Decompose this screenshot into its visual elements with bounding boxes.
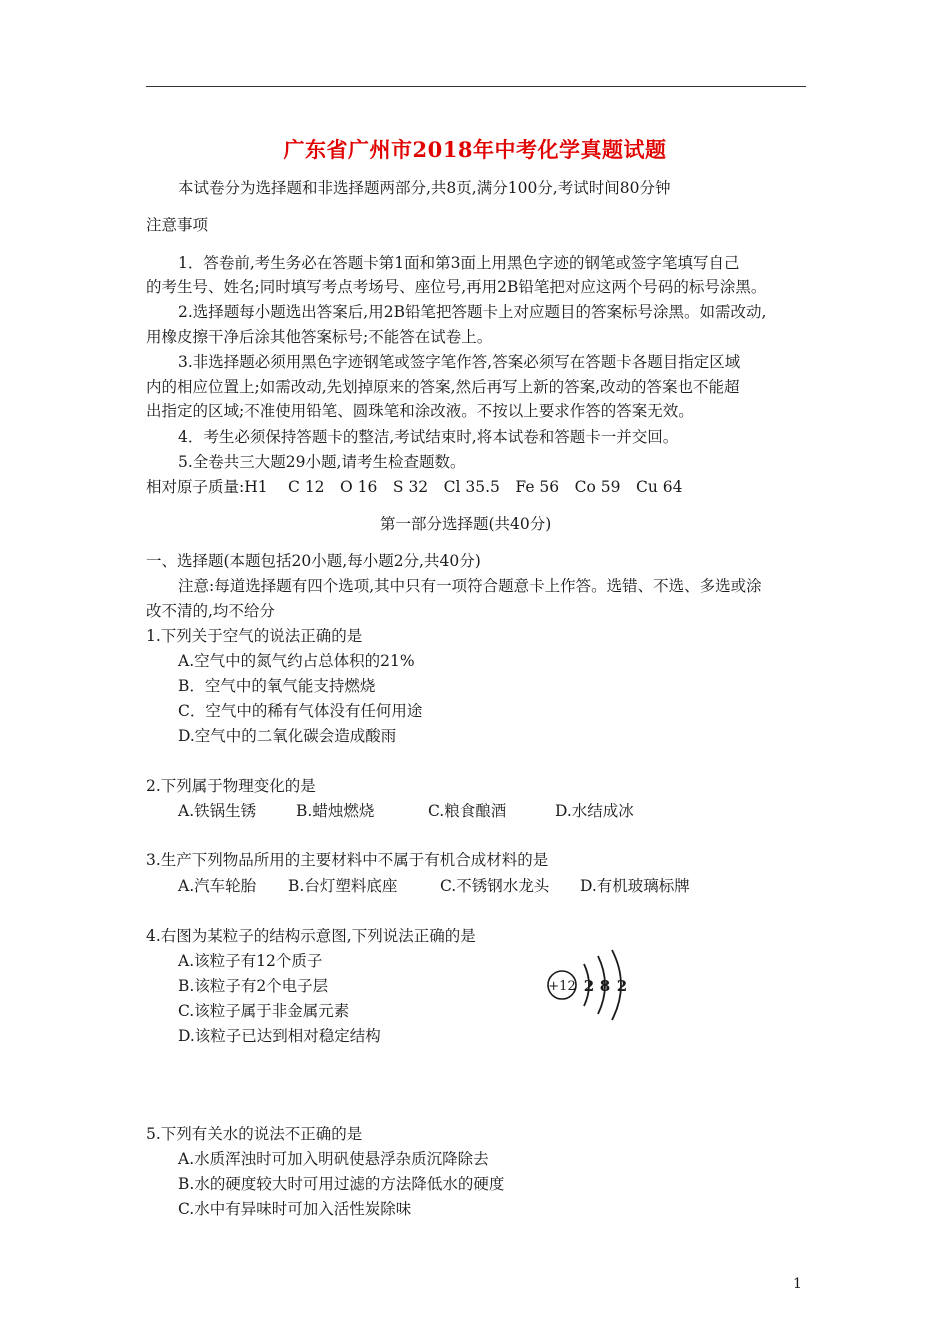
question-option: A.水质浑浊时可加入明矾使悬浮杂质沉降除去 (178, 1150, 489, 1168)
question-option: A.该粒子有12个质子 (178, 952, 323, 970)
section-note: 注意:每道选择题有四个选项,其中只有一项符合题意卡上作答。选错、不选、多选或涂 (178, 577, 762, 595)
question-option: A.铁锅生锈 (178, 802, 257, 820)
section-note: 改不清的,均不给分 (146, 602, 275, 620)
notice-line: 的考生号、姓名;同时填写考点考场号、座位号,再用2B铅笔把对应这两个号码的标号涂黑。 (146, 278, 767, 296)
question-option: B.台灯塑料底座 (288, 877, 398, 895)
shell-electron-count: 2 (583, 977, 595, 995)
section-heading: 一、选择题(本题包括20小题,每小题2分,共40分) (146, 552, 481, 570)
notice-line: 3.非选择题必须用黑色字迹钢笔或签字笔作答,答案必须写在答题卡各题目指定区域 (178, 353, 741, 371)
question-option: B.该粒子有2个电子层 (178, 977, 329, 995)
notice-line: 用橡皮擦干净后涂其他答案标号;不能答在试卷上。 (146, 328, 493, 346)
atom-structure-diagram (540, 948, 650, 1028)
question-option: D.空气中的二氧化碳会造成酸雨 (178, 727, 397, 745)
question-stem: 3.生产下列物品所用的主要材料中不属于有机合成材料的是 (146, 851, 549, 869)
question-stem: 5.下列有关水的说法不正确的是 (146, 1125, 363, 1143)
notice-line: 4．考生必须保持答题卡的整洁,考试结束时,将本试卷和答题卡一并交回。 (178, 428, 679, 446)
question-option: C．空气中的稀有气体没有任何用途 (178, 702, 423, 720)
part-heading: 第一部分选择题(共40分) (380, 515, 552, 533)
page-title: 广东省广州市2018年中考化学真题试题 (283, 137, 667, 162)
question-option: A.汽车轮胎 (178, 877, 257, 895)
question-stem: 4.右图为某粒子的结构示意图,下列说法正确的是 (146, 927, 476, 945)
atomic-masses: 相对原子质量:H1 C 12 O 16 S 32 Cl 35.5 Fe 56 Co 59 Cu 64 (146, 478, 683, 496)
exam-description: 本试卷分为选择题和非选择题两部分,共8页,满分100分,考试时间80分钟 (178, 179, 671, 197)
shell-electron-count: 8 (599, 977, 611, 995)
question-option: C.不锈钢水龙头 (440, 877, 550, 895)
question-option: B．空气中的氧气能支持燃烧 (178, 677, 376, 695)
notice-line: 2.选择题每小题选出答案后,用2B铅笔把答题卡上对应题目的答案标号涂黑。如需改动, (178, 303, 767, 321)
question-option: D.有机玻璃标牌 (580, 877, 690, 895)
nucleus-charge: +12 (548, 979, 576, 994)
question-stem: 1.下列关于空气的说法正确的是 (146, 627, 363, 645)
question-option: B.蜡烛燃烧 (296, 802, 375, 820)
question-option: B.水的硬度较大时可用过滤的方法降低水的硬度 (178, 1175, 505, 1193)
notice-line: 出指定的区域;不准使用铅笔、圆珠笔和涂改液。不按以上要求作答的答案无效。 (146, 402, 694, 420)
page-number: 1 (793, 1276, 802, 1292)
header-rule (146, 86, 806, 87)
question-option: C.该粒子属于非金属元素 (178, 1002, 350, 1020)
notice-line: 内的相应位置上;如需改动,先划掉原来的答案,然后再写上新的答案,改动的答案也不能超 (146, 378, 740, 396)
question-option: D.该粒子已达到相对稳定结构 (178, 1027, 381, 1045)
notice-line: 5.全卷共三大题29小题,请考生检查题数。 (178, 453, 466, 471)
notice-line: 1．答卷前,考生务必在答题卡第1面和第3面上用黑色字迹的钢笔或签字笔填写自己 (178, 254, 740, 272)
shell-electron-count: 2 (616, 977, 628, 995)
question-option: A.空气中的氮气约占总体积的21% (178, 652, 415, 670)
question-stem: 2.下列属于物理变化的是 (146, 777, 316, 795)
question-option: C.粮食酿酒 (428, 802, 507, 820)
question-option: C.水中有异味时可加入活性炭除味 (178, 1200, 412, 1218)
notice-heading: 注意事项 (146, 216, 209, 234)
question-option: D.水结成冰 (555, 802, 634, 820)
